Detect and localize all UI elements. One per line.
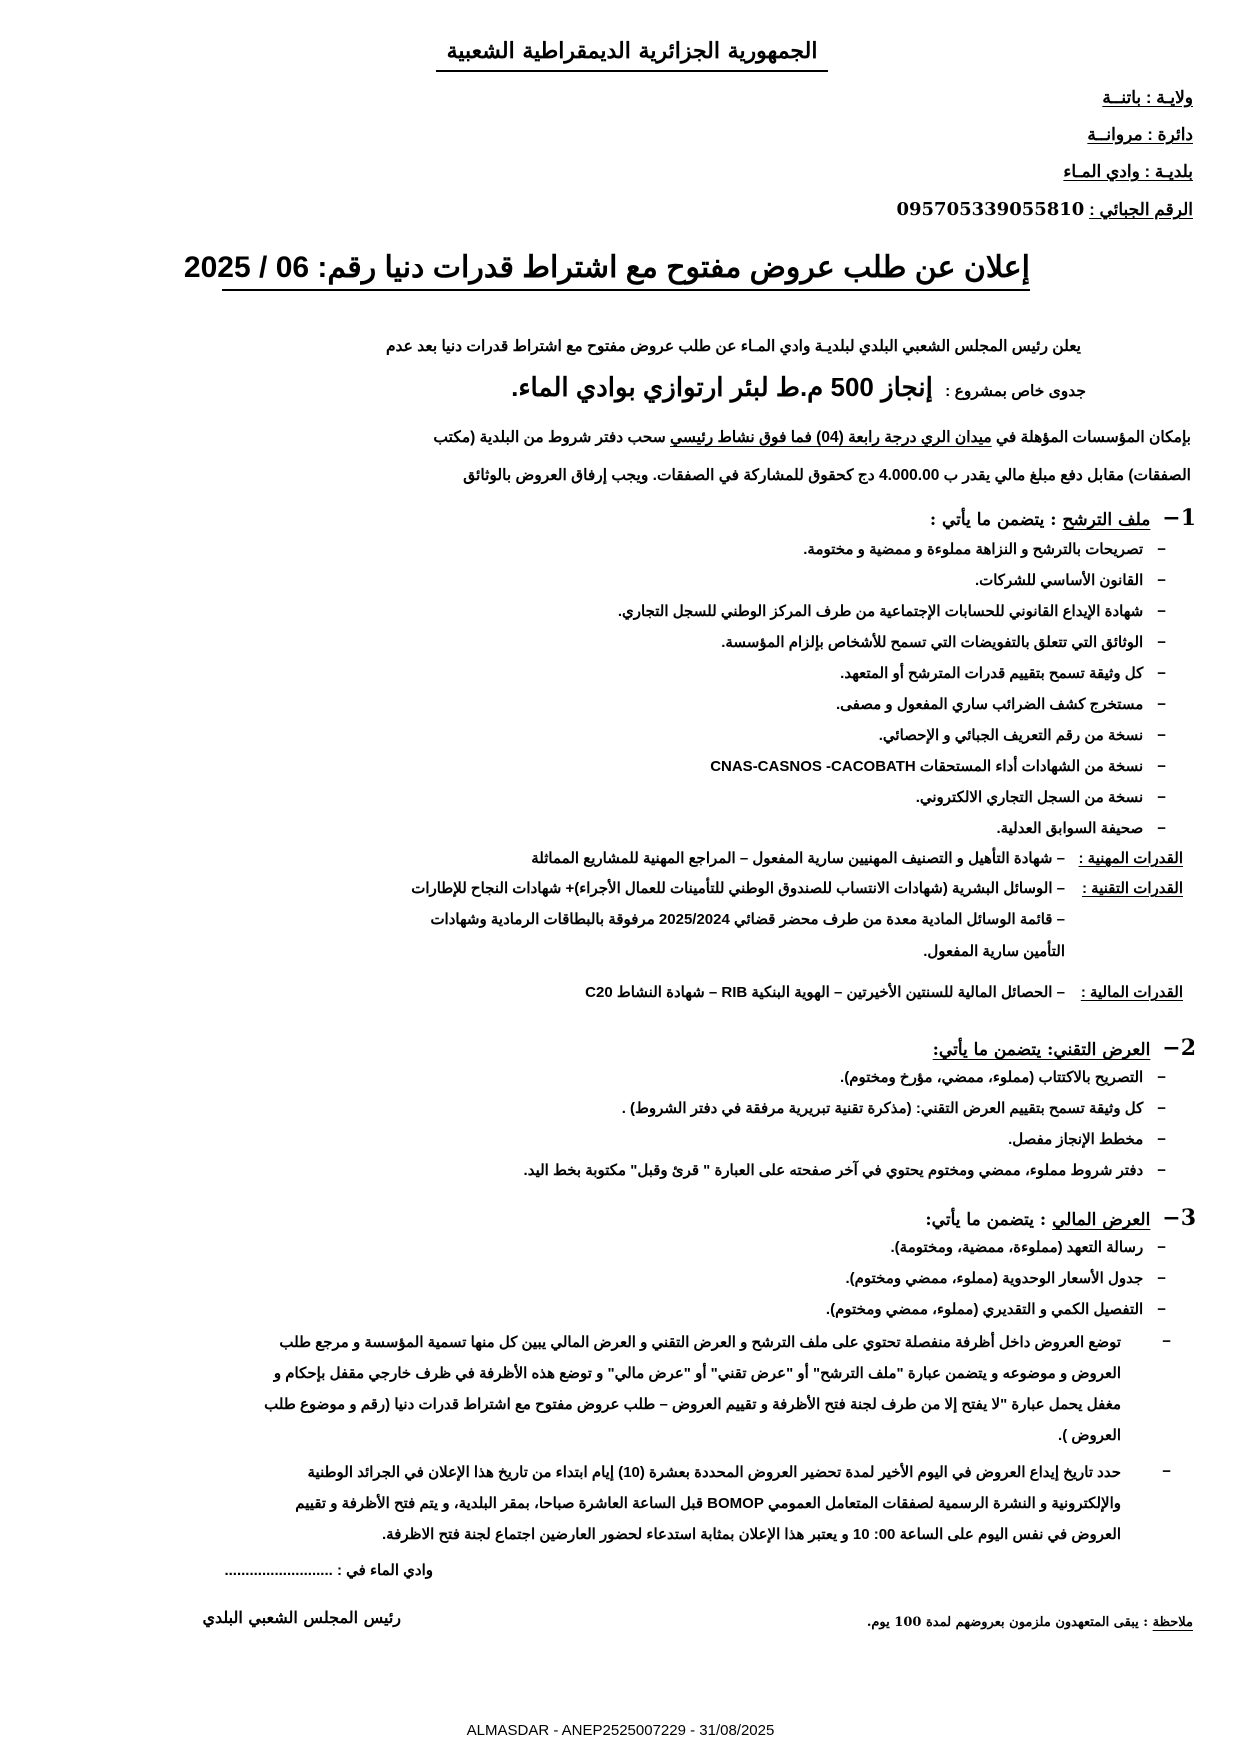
technical-capacities-text-1: – الوسائل البشرية (شهادات الانتساب للصندوق الوطني للتأمينات للعمال الأجراء)+ شهادات النجاح للإطارات — [411, 880, 1065, 897]
deadline-line-1: حدد تاريخ إيداع العروض في اليوم الأخير لمدة تحضير العروض المحددة بعشرة (10) إيام ابتداء من تاريخ هذا الإعلان في الجرائد الوطنية — [307, 1464, 1121, 1481]
list-item: −كل وثيقة تسمح بتقييم العرض التقني: (مذكرة تقنية تبريرية مرفقة في دفتر الشروط) . — [621, 1100, 1166, 1117]
list-item: −تصريحات بالترشح و النزاهة مملوءة و ممضية و مختومة. — [803, 541, 1166, 558]
intro-line-2 — [511, 372, 1086, 403]
intro-line-1: يعلن رئيس المجلس الشعبي البلدي لبلديـة وادي المـاء عن طلب عروض مفتوح مع اشتراط قدرات دنيا بعد عدم — [385, 338, 1081, 355]
list-item: −مستخرج كشف الضرائب ساري المفعول و مصفى. — [835, 696, 1166, 713]
professional-capacities-label: القدرات المهنية : — [1078, 850, 1183, 867]
list-item: −مخطط الإنجاز مفصل. — [1008, 1131, 1166, 1148]
deadline-dash: − — [1162, 1463, 1171, 1480]
list-item-text: شهادة الإيداع القانوني للحسابات الإجتماعية من طرف المركز الوطني للسجل التجاري. — [617, 603, 1144, 620]
financial-capacities — [585, 983, 1183, 1001]
deadline-line-3: العروض في نفس اليوم على الساعة 00: 10 و يعتبر هذا الإعلان بمثابة استدعاء لحضور العارضين اجتماع لجنة فتح الاظرفة. — [382, 1526, 1121, 1543]
list-item-text: كل وثيقة تسمح بتقييم العرض التقني: (مذكرة تقنية تبريرية مرفقة في دفتر الشروط) . — [621, 1100, 1144, 1117]
tax-number-value: 095705339055810 — [896, 199, 1085, 220]
envelopes-line-3: مغفل يحمل عبارة "لا يفتح إلا من طرف لجنة فتح الأظرفة و تقييم العروض – طلب عروض مفتوح مع اشتراط قدرات دنيا (رقم و موضوع طلب — [264, 1396, 1121, 1413]
intro-project-prefix: جدوى خاص بمشروع : — [945, 383, 1086, 400]
envelopes-line-1: توضع العروض داخل أظرفة منفصلة تحتوي على ملف الترشح و العرض التقني و العرض المالي يبين كل منها تسمية المؤسسة و مرجع طلب — [279, 1334, 1121, 1351]
financial-capacities-label: القدرات المالية : — [1080, 984, 1183, 1001]
wilaya-label — [1102, 88, 1193, 108]
list-item: −كل وثيقة تسمح بتقييم قدرات المترشح أو المتعهد. — [840, 665, 1166, 682]
list-item: −القانون الأساسي للشركات. — [974, 572, 1166, 589]
list-item: −نسخة من الشهادات أداء المستحقات CNAS-CASNOS -CACOBATH — [710, 758, 1166, 775]
list-item-text: تصريحات بالترشح و النزاهة مملوءة و ممضية و مختومة. — [803, 541, 1144, 558]
list-item-text: جدول الأسعار الوحدوية (مملوء، ممضي ومختوم). — [845, 1270, 1144, 1287]
list-item: −شهادة الإيداع القانوني للحسابات الإجتماعية من طرف المركز الوطني للسجل التجاري. — [617, 603, 1166, 620]
place-date: وادي الماء في : .......................... — [224, 1562, 433, 1579]
list-item-text: دفتر شروط مملوء، ممضي ومختوم يحتوي في آخر صفحته على العبارة " قرئ وقبل" مكتوبة بخط اليد. — [523, 1162, 1144, 1179]
list-item-text: التفصيل الكمي و التقديري (مملوء، ممضي ومختوم). — [825, 1301, 1144, 1318]
eligibility-text-a: بإمكان المؤسسات المؤهلة في — [996, 429, 1191, 446]
section-3-title: العرض المالي — [1052, 1210, 1151, 1230]
envelopes-line-4: العروض ). — [1058, 1427, 1121, 1444]
baladia-text: بلديـة : وادي المـاء — [1063, 162, 1193, 181]
daira-label — [1087, 125, 1193, 145]
list-item: −جدول الأسعار الوحدوية (مملوء، ممضي ومختوم). — [845, 1270, 1166, 1287]
list-item: −صحيفة السوابق العدلية. — [996, 820, 1166, 837]
note-text: : يبقى المتعهدون ملزمون بعروضهم لمدة 100 يوم. — [866, 1615, 1149, 1630]
eligibility-domain: ميدان الري درجة رابعة (04) فما فوق نشاط رئيسي — [670, 429, 992, 446]
envelopes-line-2: العروض و موضوعه و يتضمن عبارة "ملف الترشح" أو "عرض تقني" أو "عرض مالي" و توضع هذه الأظرفة في ظرف خارجي مقفل بإحكام و — [273, 1365, 1121, 1382]
list-item-text: التصريح بالاكتتاب (مملوء، ممضي، مؤرخ ومختوم). — [840, 1069, 1144, 1086]
technical-capacities — [411, 879, 1183, 897]
daira-text: دائرة : مروانــة — [1087, 125, 1193, 144]
section-1-heading — [930, 505, 1196, 531]
list-item-text: نسخة من رقم التعريف الجبائي و الإحصائي. — [878, 727, 1144, 744]
technical-capacities-line-3: التأمين سارية المفعول. — [923, 943, 1065, 960]
section-2-title: العرض التقني: يتضمن ما يأتي: — [932, 1040, 1151, 1060]
section-3-number: 3− — [1162, 1205, 1196, 1231]
section-3-heading — [925, 1205, 1196, 1231]
list-item: −نسخة من رقم التعريف الجبائي و الإحصائي. — [878, 727, 1166, 744]
list-item-text: القانون الأساسي للشركات. — [974, 572, 1144, 589]
technical-capacities-label: القدرات التقنية : — [1081, 880, 1183, 897]
signature-title: رئيس المجلس الشعبي البلدي — [202, 1608, 401, 1627]
list-item: −التفصيل الكمي و التقديري (مملوء، ممضي ومختوم). — [825, 1301, 1166, 1318]
announcement-title: إعلان عن طلب عروض مفتوح مع اشتراط قدرات دنيا رقم: 06 / 2025 — [222, 250, 1030, 291]
professional-capacities — [531, 849, 1183, 867]
list-item: −نسخة من السجل التجاري الالكتروني. — [915, 789, 1166, 806]
envelopes-dash: − — [1162, 1333, 1171, 1350]
section-1-number: 1− — [1162, 505, 1196, 531]
republic-heading: الجمهورية الجزائرية الديمقراطية الشعبية — [436, 38, 828, 72]
technical-capacities-line-2: – قائمة الوسائل المادية معدة من طرف محضر قضائي 2025/2024 مرفوقة بالبطاقات الرمادية وشهادات — [430, 911, 1065, 928]
note — [867, 1615, 1193, 1630]
section-3-suffix: : يتضمن ما يأتي: — [925, 1210, 1047, 1230]
financial-capacities-text: – الحصائل المالية للسنتين الأخيرتين – الهوية البنكية RIB – شهادة النشاط C20 — [585, 984, 1065, 1001]
list-item-text: نسخة من الشهادات أداء المستحقات CNAS-CASNOS -CACOBATH — [710, 758, 1144, 775]
list-item: −التصريح بالاكتتاب (مملوء، ممضي، مؤرخ ومختوم). — [840, 1069, 1166, 1086]
section-2-heading — [933, 1035, 1196, 1061]
list-item: −دفتر شروط مملوء، ممضي ومختوم يحتوي في آخر صفحته على العبارة " قرئ وقبل" مكتوبة بخط اليد. — [523, 1162, 1166, 1179]
list-item-text: مستخرج كشف الضرائب ساري المفعول و مصفى. — [835, 696, 1144, 713]
list-item-text: كل وثيقة تسمح بتقييم قدرات المترشح أو المتعهد. — [840, 665, 1144, 682]
baladia-label — [1063, 162, 1193, 182]
eligibility-line-1 — [433, 428, 1191, 447]
wilaya-text: ولايـة : باتنــة — [1102, 88, 1193, 107]
note-label: ملاحظة — [1152, 1615, 1193, 1630]
section-1-suffix: : يتضمن ما يأتي : — [929, 510, 1057, 530]
footer-reference: ALMASDAR - ANEP2525007229 - 31/08/2025 — [466, 1722, 775, 1739]
section-1-title: ملف الترشح — [1062, 510, 1151, 530]
list-item-text: صحيفة السوابق العدلية. — [996, 820, 1144, 837]
list-item: −الوثائق التي تتعلق بالتفويضات التي تسمح للأشخاص بإلزام المؤسسة. — [721, 634, 1166, 651]
tax-number-label: الرقم الجبائي : — [1089, 200, 1193, 219]
tax-number — [896, 199, 1193, 220]
project-title: إنجاز 500 م.ط لبئر ارتوازي بوادي الماء. — [511, 372, 933, 402]
eligibility-text-b: سحب دفتر شروط من البلدية (مكتب — [433, 429, 666, 446]
eligibility-line-2: الصفقات) مقابل دفع مبلغ مالي يقدر ب 4.000.00 دج كحقوق للمشاركة في الصفقات. ويجب إرفاق العروض بالوثائق — [463, 467, 1191, 484]
list-item: −رسالة التعهد (مملوءة، ممضية، ومختومة). — [890, 1239, 1166, 1256]
list-item-text: الوثائق التي تتعلق بالتفويضات التي تسمح للأشخاص بإلزام المؤسسة. — [721, 634, 1144, 651]
section-2-number: 2− — [1162, 1035, 1196, 1061]
list-item-text: نسخة من السجل التجاري الالكتروني. — [915, 789, 1144, 806]
list-item-text: مخطط الإنجاز مفصل. — [1008, 1131, 1144, 1148]
list-item-text: رسالة التعهد (مملوءة، ممضية، ومختومة). — [890, 1239, 1144, 1256]
deadline-line-2: والإلكترونية و النشرة الرسمية لصفقات المتعامل العمومي BOMOP قبل الساعة العاشرة صباحا، بمقر البلدية، و يتم فتح الأظرفة و تقييم — [295, 1495, 1121, 1512]
professional-capacities-text: – شهادة التأهيل و التصنيف المهنيين سارية المفعول – المراجع المهنية للمشاريع المماثلة — [531, 850, 1065, 867]
